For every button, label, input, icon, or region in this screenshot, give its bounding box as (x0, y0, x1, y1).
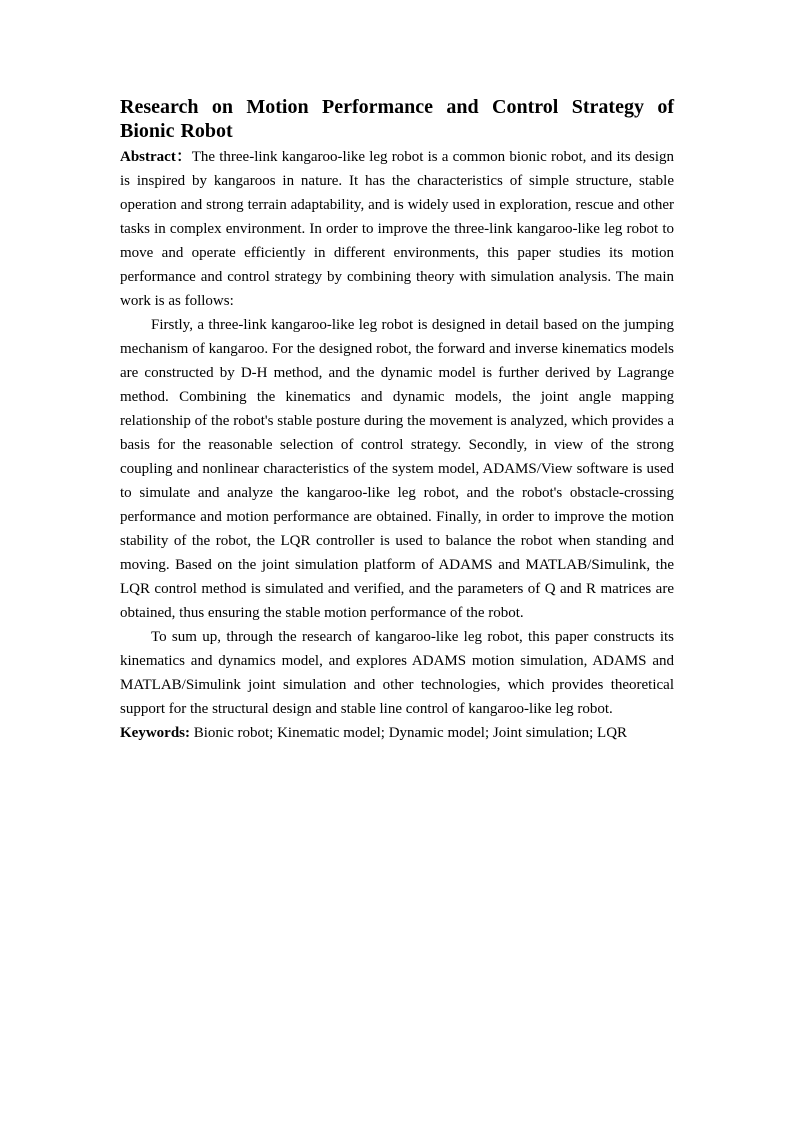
keywords-line (120, 721, 674, 745)
keywords-text: Bionic robot; Kinematic model; Dynamic model; Joint simulation; LQR (190, 725, 628, 741)
body-paragraph-2: To sum up, through the research of kangaroo-like leg robot, this paper constructs its kinematics and dynamics model, and explores ADAMS motion simulation, ADAMS and MATLAB/Simulink joint simulation and other technologies, which provides theoretical support for the structural design and stable line control of kangaroo-like leg robot. (120, 629, 674, 717)
abstract-section (120, 95, 674, 745)
page-title: Research on Motion Performance and Control Strategy of Bionic Robot (120, 96, 674, 142)
keywords-label: Keywords: (120, 725, 190, 741)
abstract-paragraph (120, 145, 674, 313)
body-paragraph-1: Firstly, a three-link kangaroo-like leg robot is designed in detail based on the jumping mechanism of kangaroo. For the designed robot, the forward and inverse kinematics models are constructed by D-H method, and the dynamic model is further derived by Lagrange method. Combining the kinematics and dynamic models, the joint angle mapping relationship of the robot's stable posture during the movement is analyzed, which provides a basis for the reasonable selection of control strategy. Secondly, in view of the strong coupling and nonlinear characteristics of the system model, ADAMS/View software is used to simulate and analyze the kangaroo-like leg robot, and the robot's obstacle-crossing performance and motion performance are obtained. Finally, in order to improve the motion stability of the robot, the LQR controller is used to balance the robot when standing and moving. Based on the joint simulation platform of ADAMS and MATLAB/Simulink, the LQR control method is simulated and verified, and the parameters of Q and R matrices are obtained, thus ensuring the stable motion performance of the robot. (120, 317, 674, 621)
abstract-label: Abstract： (120, 149, 192, 165)
abstract-text: The three-link kangaroo-like leg robot is a common bionic robot, and its design is inspired by kangaroos in nature. It has the characteristics of simple structure, stable operation and strong terrain adaptability, and is widely used in exploration, rescue and other tasks in complex environment. In order to improve the three-link kangaroo-like leg robot to move and operate efficiently in different environments, this paper studies its motion performance and control strategy by combining theory with simulation analysis. The main work is as follows: (120, 149, 675, 309)
